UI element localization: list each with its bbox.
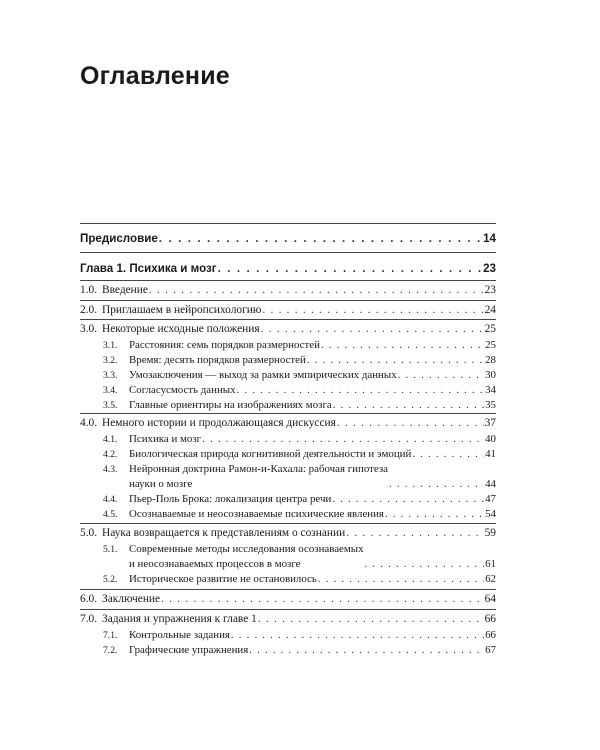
- entry-number: 3.1.: [103, 340, 118, 351]
- entry-page: 44: [485, 478, 496, 490]
- entry-page: 40: [485, 433, 496, 445]
- toc-subentry[interactable]: [103, 543, 496, 571]
- divider: [80, 319, 496, 320]
- dot-leader: [231, 629, 484, 642]
- entry-number: 3.0.: [80, 323, 98, 335]
- divider: [80, 300, 496, 301]
- entry-page: 23: [483, 262, 496, 275]
- toc-subentry[interactable]: [103, 448, 496, 461]
- divider: [80, 523, 496, 524]
- dot-leader: [258, 613, 484, 626]
- entry-page: 30: [485, 369, 496, 381]
- toc-subentry[interactable]: [103, 493, 496, 506]
- entry-number: 5.0.: [80, 527, 98, 539]
- dot-leader: [332, 493, 484, 506]
- toc-entry[interactable]: [80, 304, 496, 317]
- entry-number: 7.2.: [103, 645, 118, 656]
- entry-number: 7.1.: [103, 630, 118, 641]
- toc-entry[interactable]: [80, 527, 496, 540]
- divider: [80, 413, 496, 414]
- dot-leader: [262, 304, 483, 317]
- toc-entry[interactable]: [80, 417, 496, 430]
- divider: [80, 252, 496, 253]
- entry-page: 54: [485, 508, 496, 520]
- entry-title: Немного истории и продолжающаяся дискуссия: [102, 417, 336, 429]
- entry-number: 3.5.: [103, 400, 118, 411]
- entry-title-continued: и неосознаваемых процессов в мозге: [129, 558, 301, 570]
- entry-title: Умозаключения — выход за рамки эмпирических данных: [129, 369, 397, 381]
- dot-leader: [346, 527, 483, 540]
- entry-title: Приглашаем в нейропсихологию: [102, 304, 262, 316]
- entry-title: Нейронная доктрина Рамон-и-Кахала: рабочая гипотеза: [129, 463, 388, 475]
- entry-title: Главные ориентиры на изображениях мозга: [129, 399, 332, 411]
- entry-page: 66: [485, 629, 496, 641]
- toc-subentry[interactable]: [103, 384, 496, 397]
- entry-number: 3.3.: [103, 370, 118, 381]
- dot-leader: [307, 354, 484, 367]
- entry-title: Контрольные задания: [129, 629, 230, 641]
- entry-page: 28: [485, 354, 496, 366]
- entry-title: Расстояния: семь порядков размерностей: [129, 339, 320, 351]
- entry-title: Пьер-Поль Брока: локализация центра речи: [129, 493, 332, 505]
- entry-title: Историческое развитие не остановилось: [129, 573, 317, 585]
- entry-title: Осознаваемые и неосознаваемые психические явления: [129, 508, 384, 520]
- dot-leader: [149, 284, 484, 297]
- entry-title: Психика и мозг: [129, 433, 202, 445]
- entry-page: 47: [485, 493, 496, 505]
- toc-subentry[interactable]: [103, 629, 496, 642]
- divider: [80, 609, 496, 610]
- entry-page: 34: [485, 384, 496, 396]
- dot-leader: [249, 644, 484, 657]
- toc-entry[interactable]: [80, 284, 496, 297]
- toc-subentry[interactable]: [103, 369, 496, 382]
- entry-number: 7.0.: [80, 613, 98, 625]
- entry-title: Заключение: [102, 593, 161, 605]
- toc-subentry[interactable]: [103, 573, 496, 586]
- entry-number: 6.0.: [80, 593, 98, 605]
- entry-page: 67: [485, 644, 496, 656]
- entry-number: 4.0.: [80, 417, 98, 429]
- entry-number: 3.2.: [103, 355, 118, 366]
- entry-number: 4.1.: [103, 434, 118, 445]
- dot-leader: [321, 339, 484, 352]
- toc-subentry[interactable]: [103, 463, 496, 491]
- entry-page: 37: [484, 417, 496, 429]
- entry-number: 5.2.: [103, 574, 118, 585]
- entry-page: 14: [483, 232, 496, 245]
- entry-number: 2.0.: [80, 304, 98, 316]
- toc-subentry[interactable]: [103, 354, 496, 367]
- entry-page: 25: [484, 323, 496, 335]
- entry-page: 59: [484, 527, 496, 539]
- toc-subentry[interactable]: [103, 508, 496, 521]
- toc-subentry[interactable]: [103, 644, 496, 657]
- dot-leader: [385, 508, 484, 521]
- toc-entry[interactable]: [80, 323, 496, 336]
- entry-page: 61: [485, 558, 496, 570]
- entry-title: Биологическая природа когнитивной деятельности и эмоций: [129, 448, 412, 460]
- entry-number: 3.4.: [103, 385, 118, 396]
- entry-number: 4.4.: [103, 494, 118, 505]
- toc-entry[interactable]: [80, 613, 496, 626]
- dot-leader: [237, 384, 485, 397]
- entry-title: Введение: [102, 284, 148, 296]
- dot-leader: [159, 232, 482, 245]
- entry-page: 41: [485, 448, 496, 460]
- dot-leader: [318, 573, 484, 586]
- dot-leader: [365, 558, 485, 571]
- entry-title: Согласусмость данных: [129, 384, 236, 396]
- entry-page: 25: [485, 339, 496, 351]
- entry-page: 64: [484, 593, 496, 605]
- divider: [80, 589, 496, 590]
- entry-number: 4.2.: [103, 449, 118, 460]
- toc-subentry[interactable]: [103, 433, 496, 446]
- dot-leader: [202, 433, 484, 446]
- entry-number: 4.3.: [103, 464, 118, 475]
- toc-subentry[interactable]: [103, 339, 496, 352]
- dot-leader: [389, 478, 484, 491]
- entry-number: 5.1.: [103, 544, 118, 555]
- dot-leader: [261, 323, 484, 336]
- entry-title: Современные методы исследования осознаваемых: [129, 543, 364, 555]
- dot-leader: [161, 593, 484, 606]
- dot-leader: [337, 417, 484, 430]
- entry-title-continued: науки о мозге: [129, 478, 193, 490]
- entry-title: Наука возвращается к представлениям о сознании: [102, 527, 346, 539]
- entry-page: 62: [485, 573, 496, 585]
- toc-entry[interactable]: [80, 593, 496, 606]
- entry-number: 4.5.: [103, 509, 118, 520]
- dot-leader: [398, 369, 484, 382]
- entry-title: Графические упражнения: [129, 644, 249, 656]
- dot-leader: [333, 399, 484, 412]
- entry-number: 1.0.: [80, 284, 98, 296]
- toc-entry-chapter[interactable]: [80, 262, 496, 275]
- entry-page: 24: [484, 304, 496, 316]
- entry-page: 23: [484, 284, 496, 296]
- entry-title: Предисловие: [80, 232, 158, 245]
- entry-page: 35: [485, 399, 496, 411]
- page-title: Оглавление: [80, 62, 230, 90]
- entry-title: Некоторые исходные положения: [102, 323, 260, 335]
- toc-entry-preface[interactable]: [80, 232, 496, 245]
- divider: [80, 280, 496, 281]
- divider: [80, 223, 496, 224]
- dot-leader: [412, 448, 484, 461]
- entry-page: 66: [484, 613, 496, 625]
- entry-title: Время: десять порядков размерностей: [129, 354, 306, 366]
- entry-title: Глава 1. Психика и мозг: [80, 262, 217, 275]
- toc-subentry[interactable]: [103, 399, 496, 412]
- entry-title: Задания и упражнения к главе 1: [102, 613, 257, 625]
- dot-leader: [218, 262, 483, 275]
